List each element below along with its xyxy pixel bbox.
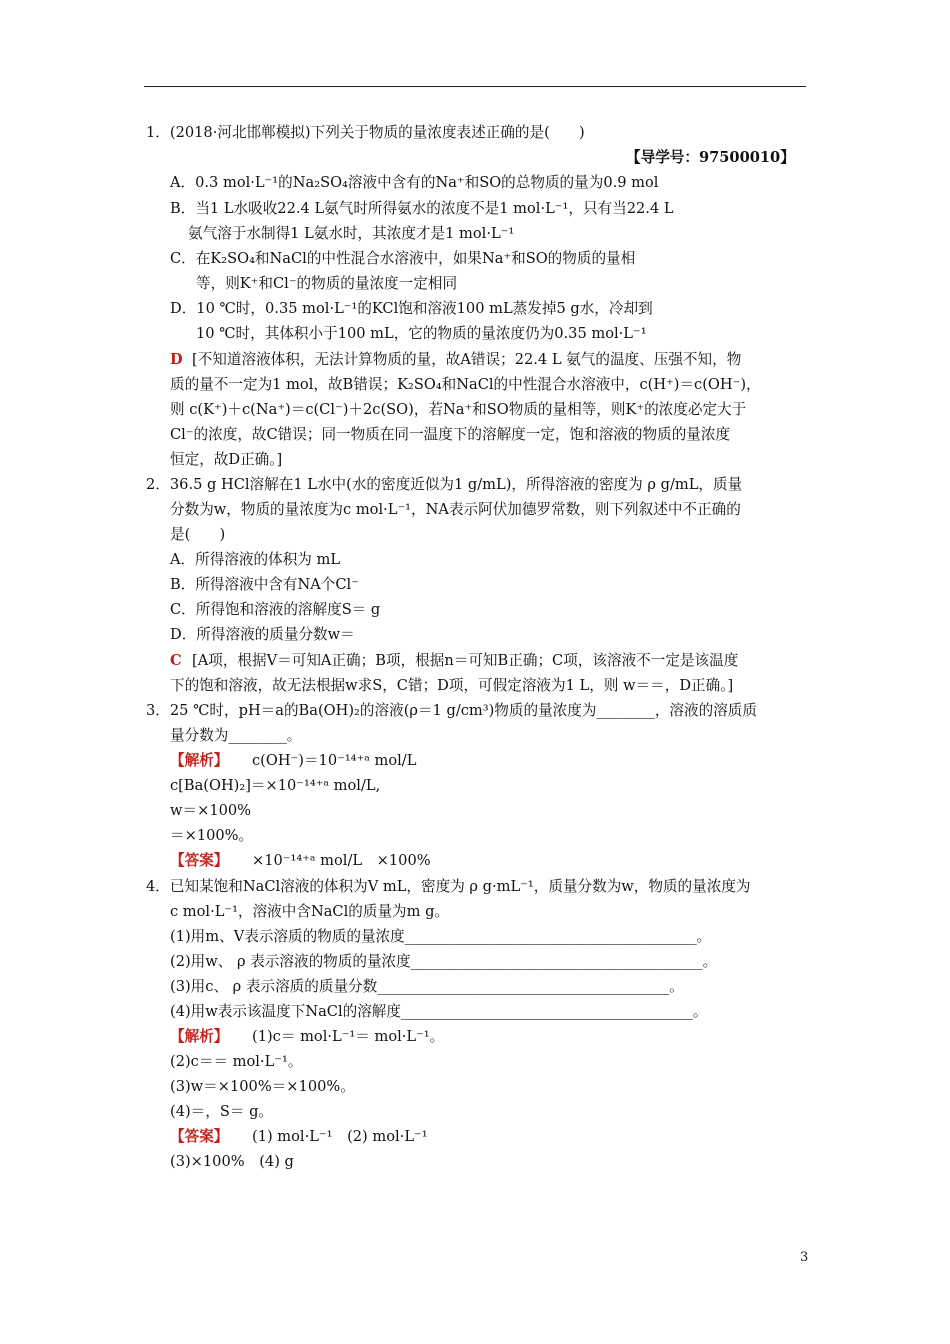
q4-analysis-tag: 【解析】 — [170, 1028, 229, 1045]
q3-analysis-line1: c(OH⁻)＝10⁻¹⁴⁺ᵃ mol/L — [252, 752, 417, 769]
q2-option-b: B．所得溶液中含有NA个Cl⁻ — [170, 576, 359, 593]
q4-analysis-line4: (4)＝，S＝ g。 — [170, 1103, 274, 1120]
q1-explanation-line3: 则 c(K⁺)＋c(Na⁺)＝c(Cl⁻)＋2c(SO)，若Na⁺和SO物质的量相等，则K⁺的浓度必定大于 — [170, 401, 747, 418]
q3-answer-tag: 【答案】 — [170, 852, 229, 869]
q4-analysis-line2: (2)c＝＝ mol·L⁻¹。 — [170, 1053, 303, 1070]
q4-stem-line1: 4．已知某饱和NaCl溶液的体积为V mL，密度为 ρ g·mL⁻¹，质量分数为w，物质的量浓度为 — [146, 878, 751, 895]
q1-guide-number: 【导学号：97500010】 — [626, 149, 795, 166]
q2-stem-line3: 是( ) — [170, 526, 226, 543]
q4-part3: (3)用c、 ρ 表示溶质的质量分数________________________________________。 — [170, 978, 684, 995]
q2-stem-line2: 分数为w，物质的量浓度为c mol·L⁻¹，NA表示阿伏加德罗常数，则下列叙述中不正确的 — [170, 501, 741, 518]
q4-analysis-line1: (1)c＝ mol·L⁻¹＝ mol·L⁻¹。 — [252, 1028, 445, 1045]
q3-analysis-line2: c[Ba(OH)₂]＝×10⁻¹⁴⁺ᵃ mol/L, — [170, 777, 381, 794]
q1-option-c-line1: C．在K₂SO₄和NaCl的中性混合水溶液中，如果Na⁺和SO的物质的量相 — [170, 250, 636, 267]
q1-option-c-line2: 等，则K⁺和Cl⁻的物质的量浓度一定相同 — [196, 275, 458, 292]
q1-explanation-line2: 质的量不一定为1 mol，故B错误；K₂SO₄和NaCl的中性混合水溶液中，c(H⁺)＝c(OH⁻)， — [170, 376, 761, 393]
q1-explanation-line5: 恒定，故D正确。] — [170, 451, 283, 468]
q4-stem-line2: c mol·L⁻¹，溶液中含NaCl的质量为m g。 — [170, 903, 450, 920]
q2-explanation-line2: 下的饱和溶液，故无法根据w求S，C错；D项，可假定溶液为1 L，则 w＝＝，D正确。] — [170, 677, 734, 694]
q3-stem-line1: 3．25 ℃时，pH＝a的Ba(OH)₂的溶液(ρ＝1 g/cm³)物质的量浓度为________，溶液的溶质质 — [146, 702, 757, 719]
q4-answer-line2: (3)×100% (4) g — [170, 1153, 294, 1170]
page-number: 3 — [800, 1250, 809, 1265]
q3-analysis-tag: 【解析】 — [170, 752, 229, 769]
q2-option-a: A．所得溶液的体积为 mL — [170, 551, 341, 568]
header-rule — [144, 86, 806, 87]
q1-option-b-line2: 氨气溶于水制得1 L氨水时，其浓度才是1 mol·L⁻¹ — [188, 225, 515, 242]
q4-answer-tag: 【答案】 — [170, 1128, 229, 1145]
q1-answer-letter: D — [170, 351, 183, 368]
q2-answer-letter: C — [170, 652, 182, 669]
q2-stem-line1: 2．36.5 g HCl溶解在1 L水中(水的密度近似为1 g/mL)，所得溶液的密度为 ρ g/mL，质量 — [146, 476, 743, 493]
q1-stem: 1．(2018·河北邯郸模拟)下列关于物质的量浓度表述正确的是( ) — [146, 124, 585, 141]
q1-option-a: A．0.3 mol·L⁻¹的Na₂SO₄溶液中含有的Na⁺和SO的总物质的量为0.9 mol — [170, 174, 659, 191]
q1-option-d-line1: D．10 ℃时，0.35 mol·L⁻¹的KCl饱和溶液100 mL蒸发掉5 g水，冷却到 — [170, 300, 653, 317]
q1-explanation-line1: [不知道溶液体积，无法计算物质的量，故A错误；22.4 L 氨气的温度、压强不知，物 — [192, 351, 742, 368]
q4-part2: (2)用w、 ρ 表示溶液的物质的量浓度________________________________________。 — [170, 953, 718, 970]
q3-analysis-line4: ＝×100%。 — [170, 827, 254, 844]
q1-option-d-line2: 10 ℃时，其体积小于100 mL，它的物质的量浓度仍为0.35 mol·L⁻¹ — [196, 325, 647, 342]
q4-part4: (4)用w表示该温度下NaCl的溶解度________________________________________。 — [170, 1003, 708, 1020]
q3-stem-line2: 量分数为________。 — [170, 727, 302, 744]
q4-answer-line1: (1) mol·L⁻¹ (2) mol·L⁻¹ — [252, 1128, 428, 1145]
q1-explanation-line4: Cl⁻的浓度，故C错误；同一物质在同一温度下的溶解度一定，饱和溶液的物质的量浓度 — [170, 426, 731, 443]
q3-answer-text: ×10⁻¹⁴⁺ᵃ mol/L ×100% — [252, 852, 431, 869]
q3-analysis-line3: w＝×100% — [170, 802, 252, 819]
q2-option-d: D．所得溶液的质量分数w＝ — [170, 626, 355, 643]
q2-explanation-line1: [A项，根据V＝可知A正确；B项，根据n＝可知B正确；C项，该溶液不一定是该温度 — [192, 652, 739, 669]
q1-option-b-line1: B．当1 L水吸收22.4 L氨气时所得氨水的浓度不是1 mol·L⁻¹，只有当22.4 L — [170, 200, 674, 217]
q4-analysis-line3: (3)w＝×100%＝×100%。 — [170, 1078, 355, 1095]
q4-part1: (1)用m、V表示溶质的物质的量浓度________________________________________。 — [170, 928, 712, 945]
q2-option-c: C．所得饱和溶液的溶解度S＝ g — [170, 601, 381, 618]
